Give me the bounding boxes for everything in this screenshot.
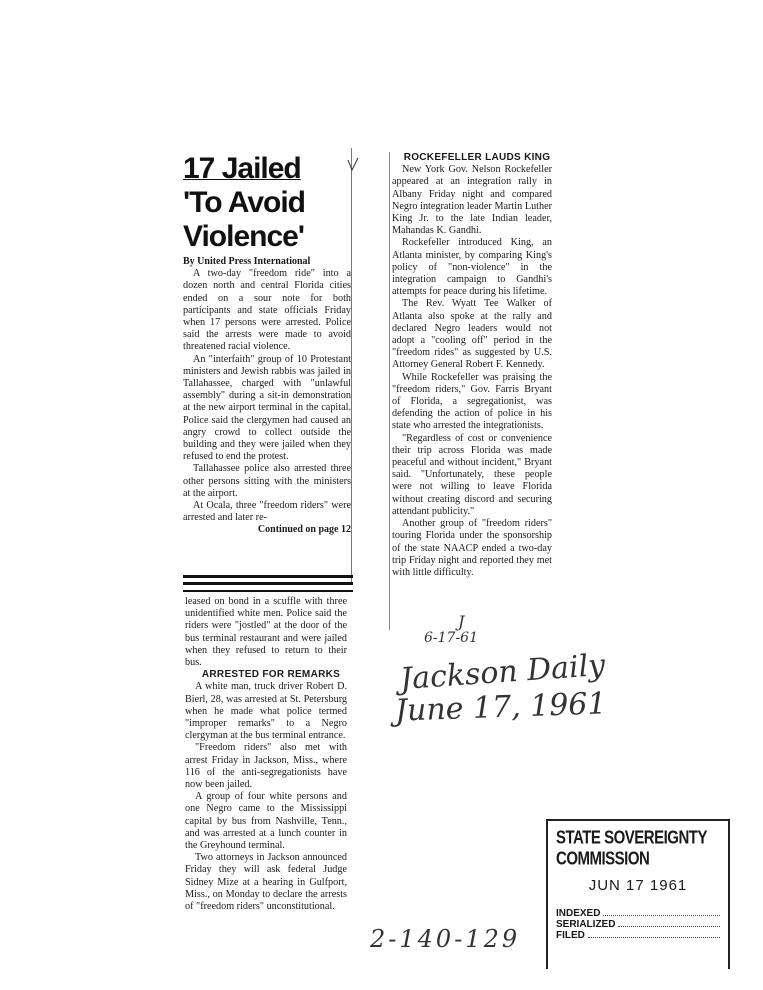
headline	[183, 152, 351, 254]
paragraph: A group of four white persons and one Negro came to the Mississippi capital by bus from Nashville, Tenn., and was arrested at a lunch counter in the Greyhound terminal.	[185, 791, 347, 852]
article-body-part2	[185, 596, 347, 958]
article-body-part1	[183, 256, 351, 537]
paragraph: Another group of "freedom riders" touring Florida under the sponsorship of the state NAACP ended a two-day trip Friday night and reported they met with little difficulty.	[392, 518, 552, 578]
paragraph: "Freedom riders" also met with arrest Friday in Jackson, Miss., where 116 of the anti-segregationists have now been jailed.	[185, 742, 347, 791]
stamp-row-indexed: INDEXED	[556, 908, 720, 919]
paragraph: leased on bond in a scuffle with three unidentified white men. Police said the riders were "jostled" at the door of the bus terminal restaurant and were jailed when they refused to return to their bus.	[185, 596, 347, 669]
stamp-row-serialized: SERIALIZED	[556, 919, 720, 930]
handwritten-source-line-1: Jackson Daily	[399, 647, 607, 698]
commission-stamp	[546, 819, 730, 969]
right-clipping	[389, 152, 552, 630]
handwritten-date: 6-17-61	[424, 630, 478, 646]
paragraph: A two-day "freedom ride" into a dozen north and central Florida cities ended on a sour note for both participants and state officials Friday when 17 persons were arrested. Police said the arrests were made to avoid threatened racial violence.	[183, 268, 351, 353]
continued-notice: Continued on page 12	[257, 524, 351, 536]
divider-rule	[183, 575, 353, 578]
headline-line-1: 17 Jailed	[183, 152, 301, 185]
headline-line-3: Violence'	[183, 220, 304, 253]
subhead-rockefeller: ROCKEFELLER LAUDS KING	[403, 152, 551, 163]
subhead-arrested: ARRESTED FOR REMARKS	[201, 669, 341, 681]
handwritten-file-number: 2-140-129	[370, 925, 521, 953]
stamp-row-filed: FILED	[556, 930, 720, 941]
stamp-date: JUN 17 1961	[588, 877, 688, 894]
paragraph: "Regardless of cost or convenience their trip across Florida was made peaceful and without incident," Bryant said. "Unfortunately, these people were not willing to leave Florida without creating discord and securing attendant publicity."	[392, 432, 552, 517]
paragraph: A white man, truck driver Robert D. Bierl, 28, was arrested at St. Petersburg when he made what police termed "improper remarks" to a Negro clergyman at the bus terminal entrance.	[185, 681, 347, 742]
paragraph: An "interfaith" group of 10 Protestant ministers and Jewish rabbis was jailed in Tallahassee, charged with "unlawful assembly" during a sit-in demonstration at the new airport terminal in the capital. Police said the clergymen had caused an angry crowd to collect outside the building and they were jailed when they refused to end the protest.	[183, 353, 351, 463]
stamp-title: STATE SOVEREIGNTY COMMISSION	[556, 827, 707, 870]
divider-rule	[183, 582, 353, 585]
left-clipping	[183, 148, 352, 584]
paragraph: At Ocala, three "freedom riders" were arrested and later re-	[183, 500, 351, 524]
paragraph: The Rev. Wyatt Tee Walker of Atlanta also spoke at the rally and declared Negro leaders would not adopt a "cooling off" period in the "freedom rides" as suggested by U.S. Attorney General Robert F. Kennedy.	[392, 298, 552, 371]
paragraph: Two attorneys in Jackson announced Friday they will ask federal Judge Sidney Mize at a hearing in Gulfport, Miss., on Monday to declare the arrests of "freedom riders" unconstitutional.	[185, 852, 347, 913]
paragraph: New York Gov. Nelson Rockefeller appeared at an integration rally in Albany Friday night and compared Negro integration leader Martin Luther King Jr. to the late Indian leader, Mahandas K. Gandhi.	[392, 164, 552, 237]
headline-line-2: 'To Avoid	[183, 186, 306, 219]
handwritten-initials: J	[458, 612, 465, 631]
byline: By United Press International	[183, 256, 311, 267]
handwritten-source-line-2: June 17, 1961	[394, 686, 608, 729]
check-mark-icon	[346, 156, 360, 174]
paragraph: Tallahassee police also arrested three other persons sitting with the ministers at the airport.	[183, 463, 351, 499]
paragraph: While Rockefeller was praising the "freedom riders," Gov. Farris Bryant of Florida, a segregationist, was defending the action of police in his state who arrested the integrationists.	[392, 371, 552, 432]
divider-rule	[183, 590, 353, 592]
paragraph: Rockefeller introduced King, an Atlanta minister, by comparing King's policy of "non-violence" in the integration campaign to Gandhi's attempts for peace during his lifetime.	[392, 237, 552, 298]
